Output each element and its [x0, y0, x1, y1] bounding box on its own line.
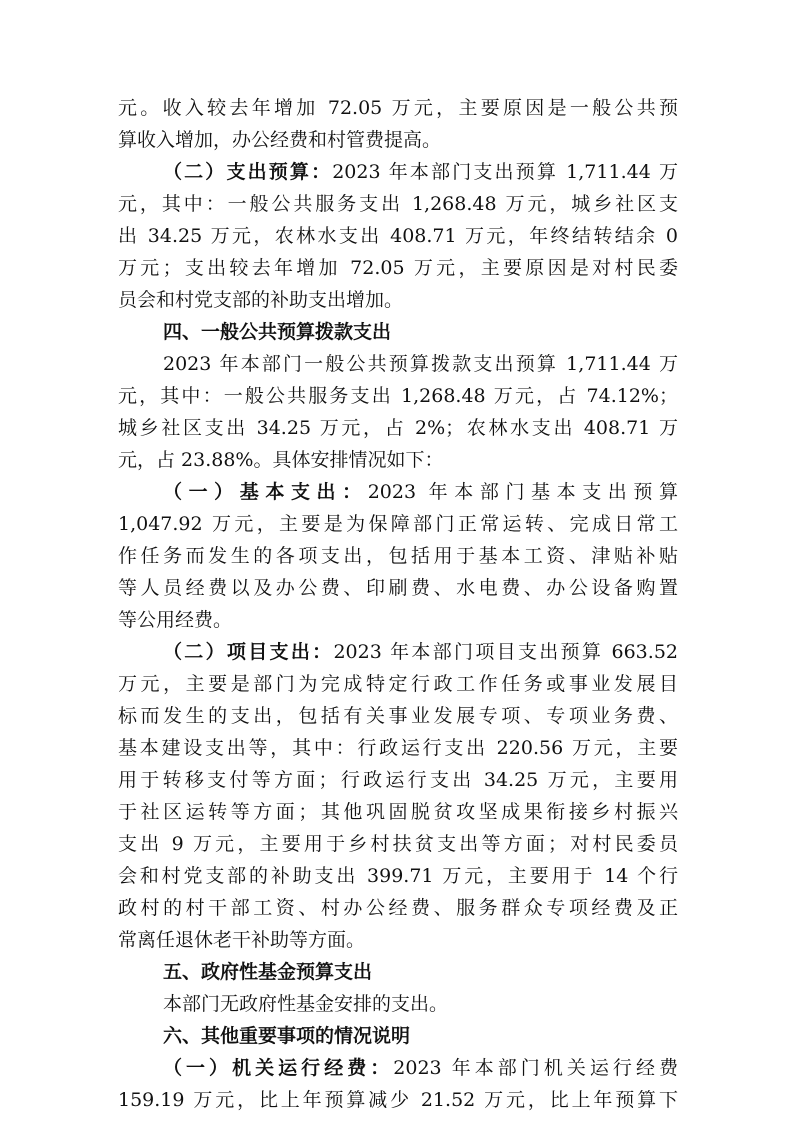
- paragraph-line: 基本建设支出等，其中：行政运行支出 220.56 万元，主要: [118, 737, 678, 759]
- subsection-heading: （一）基本支出：: [163, 481, 368, 503]
- paragraph-line: 1,047.92 万元，主要是为保障部门正常运转、完成日常工: [118, 513, 678, 535]
- paragraph-line: 员会和村党支部的补助支出增加。: [118, 289, 404, 311]
- paragraph-line: 城乡社区支出 34.25 万元，占 2%；农林水支出 408.71 万: [118, 417, 678, 439]
- paragraph-line: 等人员经费以及办公费、印刷费、水电费、办公设备购置: [118, 577, 678, 599]
- paragraph-line: 元，占 23.88%。具体安排情况如下：: [118, 449, 444, 471]
- paragraph-line: 用于转移支付等方面；行政运行支出 34.25 万元，主要用: [118, 769, 678, 791]
- paragraph-line: 作任务而发生的各项支出，包括用于基本工资、津贴补贴: [118, 545, 678, 567]
- section-heading: 六、其他重要事项的情况说明: [163, 1025, 411, 1047]
- paragraph-line: 出 34.25 万元，农林水支出 408.71 万元，年终结转结余 0: [118, 225, 678, 247]
- subsection-line: （一）机关运行经费：2023 年本部门机关运行经费: [163, 1057, 678, 1079]
- paragraph-line: 政村的村干部工资、村办公经费、服务群众专项经费及正: [118, 897, 678, 919]
- subsection-heading: （二）支出预算：: [163, 161, 333, 183]
- paragraph-line: 元，其中：一般公共服务支出 1,268.48 万元，占 74.12%；: [118, 385, 678, 407]
- paragraph-line: 于社区运转等方面；其他巩固脱贫攻坚成果衔接乡村振兴: [118, 801, 678, 823]
- subsection-heading: （二）项目支出：: [163, 641, 334, 663]
- paragraph-line: 元，其中：一般公共服务支出 1,268.48 万元，城乡社区支: [118, 193, 678, 215]
- paragraph-line: 万元，主要是部门为完成特定行政工作任务或事业发展目: [118, 673, 678, 695]
- paragraph-line: 万元；支出较去年增加 72.05 万元，主要原因是对村民委: [118, 257, 678, 279]
- subsection-line: （二）支出预算：2023 年本部门支出预算 1,711.44 万: [163, 161, 678, 183]
- paragraph-line: 等公用经费。: [118, 609, 233, 631]
- paragraph-line: 会和村党支部的补助支出 399.71 万元，主要用于 14 个行: [118, 865, 678, 887]
- paragraph-line: 159.19 万元，比上年预算减少 21.52 万元，比上年预算下: [118, 1089, 678, 1111]
- subsection-line: （二）项目支出：2023 年本部门项目支出预算 663.52: [163, 641, 678, 663]
- paragraph-line: 元。收入较去年增加 72.05 万元，主要原因是一般公共预: [118, 97, 678, 119]
- paragraph-line: 本部门无政府性基金安排的支出。: [163, 993, 449, 1015]
- subsection-line: （一）基本支出：2023 年本部门基本支出预算: [163, 481, 678, 503]
- section-heading: 五、政府性基金预算支出: [163, 961, 373, 983]
- paragraph-line: 2023 年本部门一般公共预算拨款支出预算 1,711.44 万: [163, 353, 678, 375]
- paragraph-line: 支出 9 万元，主要用于乡村扶贫支出等方面；对村民委员: [118, 833, 678, 855]
- section-heading: 四、一般公共预算拨款支出: [163, 321, 392, 343]
- paragraph-line: 算收入增加，办公经费和村管费提高。: [118, 129, 442, 151]
- paragraph-line: 标而发生的支出，包括有关事业发展专项、专项业务费、: [118, 705, 678, 727]
- subsection-heading: （一）机关运行经费：: [163, 1057, 394, 1079]
- paragraph-line: 常离任退休老干补助等方面。: [118, 929, 366, 951]
